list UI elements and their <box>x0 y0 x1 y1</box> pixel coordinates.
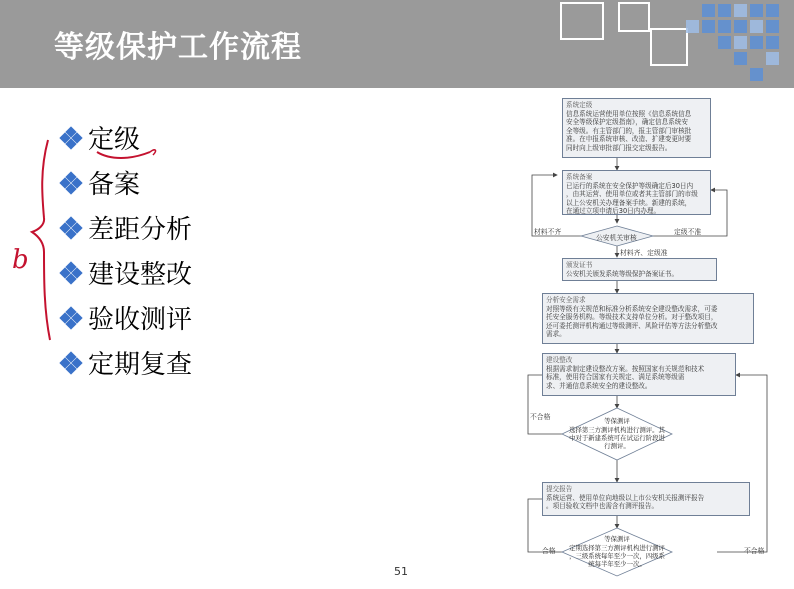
step-title: 系统备案 <box>566 173 593 181</box>
bullet-label: 建设整改 <box>88 260 193 290</box>
flow-step-remediation <box>542 353 736 396</box>
diamond-title: 等保测评 <box>604 535 630 544</box>
flow-step-report <box>542 482 750 516</box>
diamond-title: 等保测评 <box>604 417 630 426</box>
diamond-line: 选择第三方测评机构进行测评。其 <box>569 425 665 434</box>
flow-periodic-diamond <box>562 528 672 576</box>
flow-test-diamond <box>562 408 672 460</box>
step-line: 准。在申报系统审核、改造、扩建变更时要 <box>566 135 692 144</box>
flow-step-certificate <box>562 258 717 281</box>
step-line: 求、并通信息系统安全的建设整改。 <box>546 381 652 390</box>
step-line: 同时向上级审批部门报交定级报告。 <box>566 143 672 152</box>
page-number: 51 <box>394 565 408 578</box>
diamond-line: ，三级系统每年至少一次，四级系 <box>569 552 665 560</box>
label-fail-2: 不合格 <box>744 547 765 555</box>
annotation-glyph: b <box>12 245 29 275</box>
diamond-line: 行测评。 <box>604 442 630 451</box>
step-title: 提交报告 <box>546 485 573 493</box>
step-title: 颁发证书 <box>566 261 593 269</box>
step-line: 系统运营、使用单位向地级以上市公安机关报测评报告 <box>546 493 705 502</box>
step-line: 托安全服务机构。等级技术支持单位分析。对于整改项目， <box>546 313 718 322</box>
review-label: 公安机关审核 <box>596 234 637 242</box>
label-pass: 合格 <box>542 547 556 555</box>
step-line: 根据需求制定建设整改方案。按照国家有关规范和技术 <box>546 364 705 373</box>
step-line: 信息系统运营使用单位按照《信息系统信息 <box>566 109 692 118</box>
diamond-line: 统每半年至少一次。 <box>588 560 646 569</box>
flow-step-analysis <box>542 293 754 344</box>
bullet-label: 定级 <box>88 125 141 155</box>
step-title: 建设整改 <box>546 356 573 364</box>
step-line: 在通过立项申请后30日内办理。 <box>566 207 661 216</box>
bullet-label: 差距分析 <box>88 215 193 245</box>
bullet-label: 验收测评 <box>88 305 193 335</box>
step-line: 安全等级保护定级指南》，确定信息系统安 <box>566 118 688 127</box>
step-line: 标准，使用符合国家有关规定、满足系统等级需 <box>546 373 685 382</box>
bullet-label: 定期复查 <box>88 350 193 380</box>
flow-step-grading <box>562 98 711 158</box>
flow-step-filing <box>562 170 711 215</box>
label-incomplete: 材料不齐 <box>534 228 562 236</box>
workflow-flowchart <box>522 90 784 580</box>
step-line: 已运行的系统在安全保护等级确定后30日内 <box>566 181 694 190</box>
step-line: 需求。 <box>546 330 566 339</box>
step-title: 系统定级 <box>566 101 593 109</box>
step-line: 公安机关颁发系统等级保护备案证书。 <box>566 269 679 278</box>
bullet-label: 备案 <box>88 170 141 200</box>
step-line: ，由其运营、使用单位或者其主管部门的市级 <box>566 190 698 199</box>
label-complete: 材料齐、定级准 <box>620 249 668 257</box>
step-line: 全等级。有主管部门的，报主管部门审核批 <box>566 126 692 135</box>
step-title: 分析安全需求 <box>546 296 586 304</box>
slide-title: 等级保护工作流程 <box>54 30 302 65</box>
diamond-line: 定期选择第三方测评机构进行测评 <box>569 543 665 552</box>
step-line: 以上公安机关办理备案手续。新建的系统， <box>566 198 692 207</box>
step-line: 还可委托测评机构通过等级测评、风险评估等方法分析整改 <box>546 321 718 330</box>
diamond-line: 中对于新建系统可在试运行阶段进 <box>569 434 665 442</box>
step-line: 。项目验收文档中也需含有测评报告。 <box>546 502 659 511</box>
step-line: 对照等级有关规范和标准分析系统安全建设整改需求，可委 <box>546 304 718 313</box>
label-improper: 定级不准 <box>674 228 702 236</box>
label-fail: 不合格 <box>530 413 551 421</box>
